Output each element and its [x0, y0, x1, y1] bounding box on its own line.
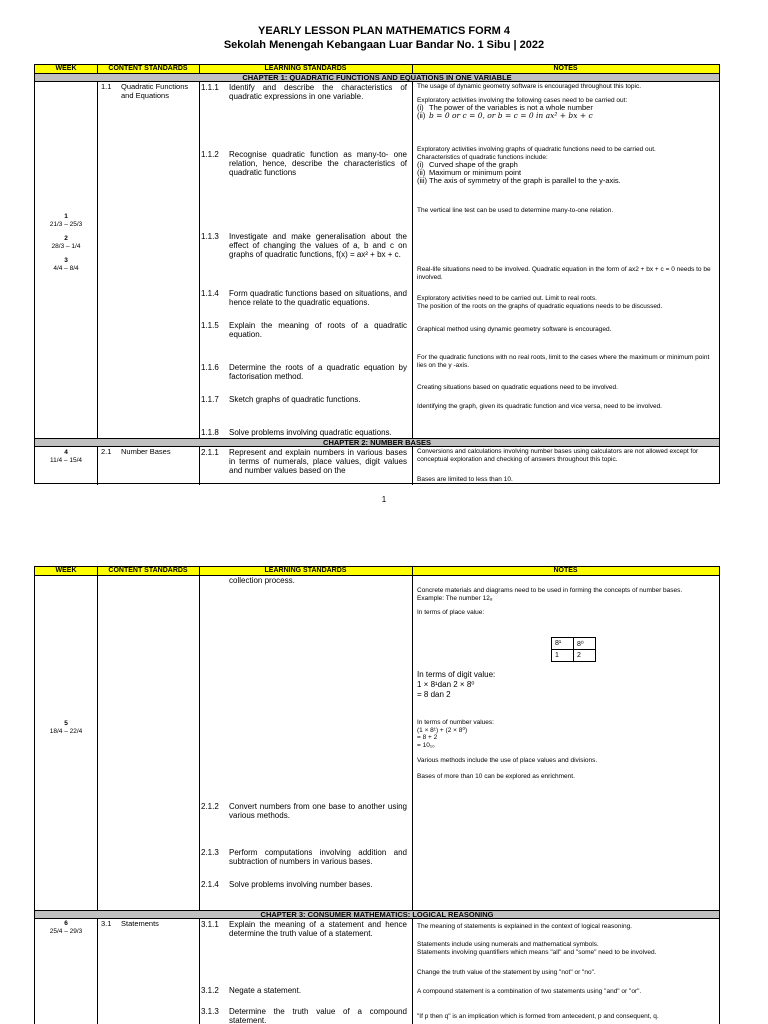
content-standard-text: Quadratic Functions and Equations — [121, 82, 189, 100]
week-number: 5 — [64, 720, 68, 727]
note-text: = 8 dan 2 — [417, 690, 451, 699]
note-text: The vertical line test can be used to determine many-to-one relation. — [417, 207, 614, 214]
header-learning-standards: LEARNING STANDARDS — [264, 567, 347, 574]
content-standard-text: Statements — [121, 919, 159, 928]
note-text: For the quadratic functions with no real roots, limit to the cases where the maximum or minimum point lies on the y -axis. — [417, 354, 710, 369]
note-text: Various methods include the use of place values and divisions. — [417, 757, 598, 765]
document-title: YEARLY LESSON PLAN MATHEMATICS FORM 4 — [257, 25, 510, 37]
note-list-item: Curved shape of the graph — [429, 160, 518, 170]
note-text: Statements involving quantifiers which means "all" and "some" need to be involved. — [417, 948, 657, 956]
page-number: 1 — [381, 495, 387, 504]
page-2 — [0, 562, 768, 1024]
note-text: = 10₁₀ — [417, 741, 435, 749]
note-text: Exploratory activities involving the following cases need to be carried out: — [417, 96, 628, 104]
week-cell-5 — [35, 720, 97, 736]
note-text: A compound statement is a combination of two statements using "and" or "or". — [417, 988, 642, 995]
week-date: 25/4 – 29/3 — [49, 928, 83, 935]
content-standard-number: 2.1 — [101, 447, 112, 456]
week-number: 2 — [64, 235, 68, 242]
place-value-header: 8¹ — [552, 638, 574, 650]
note-text: Real-life situations need to be involved. Quadratic equation in the form of ax2 + bx + c = 0 needs to be involved. — [417, 266, 711, 281]
notes-block — [417, 941, 717, 956]
week-number: 6 — [64, 920, 68, 927]
note-list-item: Maximum or minimum point — [429, 168, 522, 178]
content-standard-number: 1.1 — [101, 82, 112, 91]
notes-block — [417, 719, 717, 781]
note-text: Statements include using numerals and mathematical symbols. — [417, 941, 599, 948]
week-date: 28/3 – 1/4 — [51, 243, 81, 250]
note-text: Conversions and calculations involving number bases using calculators are not allowed except for conceptual exploration and checking of answers throughout this topic. — [417, 448, 699, 463]
note-text: Bases of more than 10 can be explored as enrichment. — [417, 772, 575, 780]
note-text: 1 × 8¹dan 2 × 8⁰ — [417, 680, 475, 689]
note-text: In terms of digit value: — [417, 670, 496, 679]
chapter-1-heading: CHAPTER 1: QUADRATIC FUNCTIONS AND EQUATIONS IN ONE VARIABLE — [35, 73, 719, 82]
place-value-digit: 2 — [574, 650, 596, 662]
week-cell-ch1 — [35, 213, 97, 273]
chapter-2-heading: CHAPTER 2: NUMBER BASES — [35, 438, 719, 447]
week-date: 21/3 – 25/3 — [49, 221, 83, 228]
lesson-plan-table: WEEK CONTENT STANDARDS LEARNING STANDARDS NOTES 5 18/4 – 22/4 collection process. 2.1.2 Convert numbers from one base to another using various methods. 2.1.3 Perform computations involving addition and subtraction of numbers in various bases. 2.1.4 Solve problems involving number bases. Concrete materials and diagrams need to be used in forming the concepts of number bases. Example: The number 12₈ In terms of place value: 8¹ 8⁰ 1 2 In terms of digit value: 1 × 8¹dan 2 × 8⁰ = 8 dan 2 In terms of number values: (1 × 8¹) + (2 × 8⁰) = 8 + 2 = 10₁₀ Various methods include the use of place values and divisions. Bases of more than 10 can be explored as enrichment. CHAPTER 3: CONSUMER MATHEMATICS: LOGICAL REASONING 6 25/4 – 29/3 3.1 Statements 3.1.1 Explain the meaning of a statement and hence determine the truth value of a statement. 3.1.2 Negate a statement. 3.1.3 Determine the truth value of a compound statement. The meaning of statements is explained in the context of logical reasoning. Statements include using numerals and mathematical symbols. Statements involving quantifiers which means "all" and "some" need to be involved. Change the truth value of the statement by using "not" or "no". A compound statement is a combination of two statements using "and" or "or". "If p then q" is an implication which is formed from antecedent, p and consequent, q. — [34, 566, 720, 1024]
week-cell-ch2 — [35, 449, 97, 465]
note-text: "If p then q" is an implication which is formed from antecedent, p and consequent, q. — [417, 1013, 659, 1020]
notes-block — [417, 295, 717, 310]
note-list-item: The axis of symmetry of the graph is parallel to the y-axis. — [429, 176, 621, 186]
note-text: The meaning of statements is explained in the context of logical reasoning. — [417, 923, 632, 930]
document-subtitle: Sekolah Menengah Kebangaan Luar Bandar No. 1 Sibu | 2022 — [223, 39, 545, 51]
week-number: 1 — [64, 213, 68, 220]
week-number: 3 — [64, 257, 68, 264]
note-text: The usage of dynamic geometry software is encouraged throughout this topic. — [417, 83, 642, 90]
week-date: 18/4 – 22/4 — [49, 728, 83, 735]
week-cell-6 — [35, 920, 97, 936]
note-text: Example: The number 12₈ — [417, 594, 493, 602]
note-text: (1 × 8¹) + (2 × 8⁰) — [417, 726, 468, 734]
notes-block — [417, 587, 717, 617]
note-list-item: The power of the variables is not a whole number — [429, 103, 593, 113]
header-week: WEEK — [55, 65, 77, 72]
week-number: 4 — [64, 449, 68, 456]
header-learning-standards: LEARNING STANDARDS — [264, 65, 347, 72]
week-date: 4/4 – 8/4 — [53, 265, 79, 272]
content-standard-text: Number Bases — [121, 447, 171, 456]
note-text: Exploratory activities need to be carried out. Limit to real roots. — [417, 295, 597, 302]
header-notes: NOTES — [553, 65, 578, 72]
notes-block: The usage of dynamic geometry software is encouraged throughout this topic. Exploratory activities involving the following cases need to be carried out: (i) The power of the variables is not a whole number (ii) b = 0 or c = 0, or b = c = 0 in ax² + bx + c — [417, 83, 717, 120]
note-list-item: b = 0 or c = 0, or b = c = 0 in ax² + bx + c — [429, 111, 593, 121]
note-text: Graphical method using dynamic geometry software is encouraged. — [417, 326, 612, 333]
note-text: Characteristics of quadratic functions include: — [417, 153, 548, 161]
note-text: = 8 + 2 — [417, 734, 438, 742]
header-notes: NOTES — [553, 567, 578, 574]
page-1 — [0, 0, 768, 510]
note-text: In terms of place value: — [417, 609, 485, 617]
content-standard-number: 3.1 — [101, 919, 112, 928]
header-content-standards: CONTENT STANDARDS — [108, 567, 188, 574]
notes-block — [417, 670, 717, 700]
header-content-standards: CONTENT STANDARDS — [108, 65, 188, 72]
note-text: In terms of number values: — [417, 719, 494, 726]
note-text: Exploratory activities involving graphs of quadratic functions need to be carried out. — [417, 146, 656, 153]
note-text: Creating situations based on quadratic equations need to be involved. — [417, 384, 618, 391]
place-value-table — [551, 637, 596, 662]
lesson-plan-table: WEEK CONTENT STANDARDS LEARNING STANDARDS NOTES CHAPTER 1: QUADRATIC FUNCTIONS AND EQUATIONS IN ONE VARIABLE 1 21/3 – 25/3 2 28/3 – 1/4 3 4/4 – 8/4 1.1 Quadratic Functions and Equations 1.1.1 Identify and describe the characteristics of quadratic expressions in one variable. 1.1.2 Recognise quadratic function as many-to- one relation, hence, describe the characteristics of quadratic functions 1.1.3 Investigate and make generalisation about the effect of changing the values of a, b and c on graphs of quadratic functions, f(x) = ax² + bx + c. 1.1.4 Form quadratic functions based on situations, and hence relate to the quadratic equations. 1.1.5 Explain the meaning of roots of a quadratic equation. 1.1.6 Determine the roots of a quadratic equation by factorisation method. 1.1.7 Sketch graphs of quadratic functions. 1.1.8 Solve problems involving quadratic equations. The usage of dynamic geometry software is encouraged throughout this topic. Exploratory activities involving the following cases need to be carried out: (i) The power of the variables is not a whole number (ii) b = 0 or c = 0, or b = c = 0 in ax² + bx + c Exploratory activities involving graphs of quadratic functions need to be carried out. Characteristics of quadratic functions include: (i) Curved shape of the graph (ii) Maximum or minimum point (iii) The axis of symmetry of the graph is parallel to the y-axis. The vertical line test can be used to determine many-to-one relation. Real-life situations need to be involved. Quadratic equation in the form of ax2 + bx + c = 0 needs to be involved. Exploratory activities need to be carried out. Limit to real roots. The position of the roots on the graphs of quadratic equations needs to be discussed. Graphical method using dynamic geometry software is encouraged. For the quadratic functions with no real roots, limit to the cases where the maximum or minimum point lies on the y -axis. Creating situations based on quadratic equations need to be involved. Identifying the graph, given its quadratic function and vice versa, need to be involved. CHAPTER 2: NUMBER BASES 4 11/4 – 15/4 2.1 Number Bases 2.1.1 Represent and explain numbers in various bases in terms of numerals, place values, digit values and number values based on the Conversions and calculations involving number bases using calculators are not allowed except for conceptual exploration and checking of answers throughout this topic. Bases are limited to less than 10. — [34, 64, 720, 484]
table-header — [35, 567, 719, 576]
note-text: Change the truth value of the statement by using "not" or "no". — [417, 969, 596, 976]
header-week: WEEK — [55, 567, 77, 574]
place-value-header: 8⁰ — [574, 638, 596, 650]
note-text: The position of the roots on the graphs of quadratic equations needs to be discussed. — [417, 302, 663, 310]
week-date: 11/4 – 15/4 — [49, 457, 83, 464]
place-value-digit: 1 — [552, 650, 574, 662]
note-text: Concrete materials and diagrams need to be used in forming the concepts of number bases. — [417, 587, 683, 594]
note-text: Bases are limited to less than 10. — [417, 476, 513, 483]
chapter-3-heading: CHAPTER 3: CONSUMER MATHEMATICS: LOGICAL REASONING — [35, 910, 719, 919]
note-text: Identifying the graph, given its quadratic function and vice versa, need to be involved. — [417, 403, 662, 410]
notes-block: Exploratory activities involving graphs of quadratic functions need to be carried out. Characteristics of quadratic functions include: (i) Curved shape of the graph (ii) Maximum or minimum point (iii) The axis of symmetry of the graph is parallel to the y-axis. — [417, 146, 717, 185]
